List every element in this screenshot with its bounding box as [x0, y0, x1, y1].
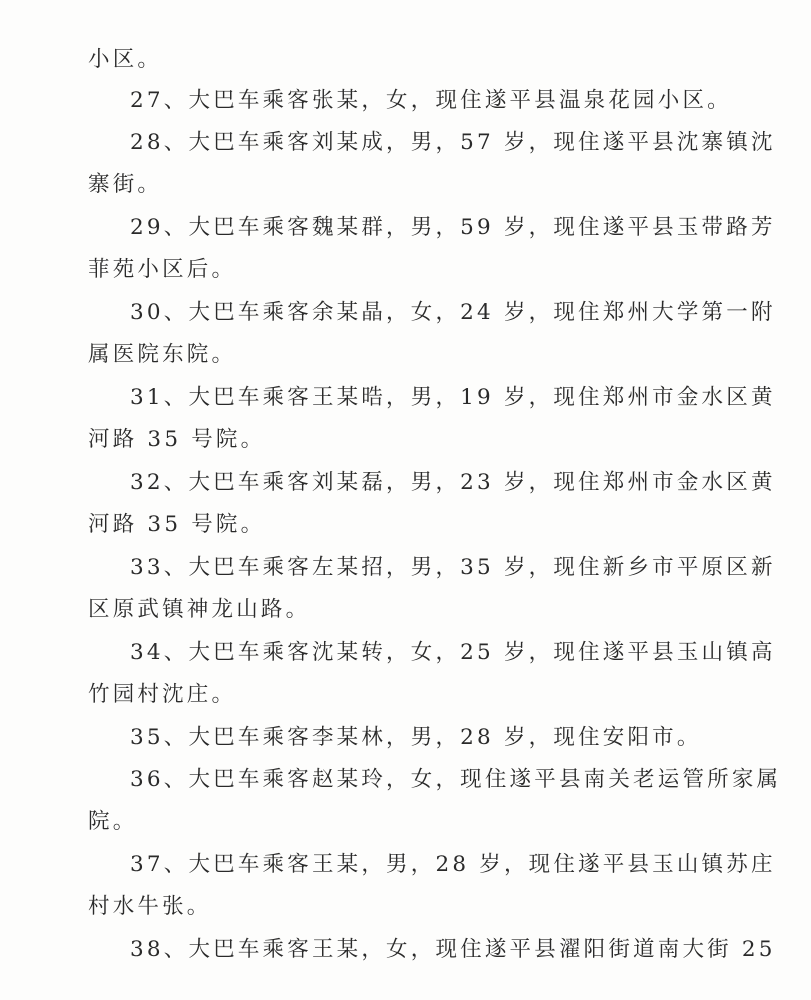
- list-item-35: 35、大巴车乘客李某林，男，28 岁，现住安阳市。: [130, 725, 702, 750]
- list-item-29: 29、大巴车乘客魏某群，男，59 岁，现住遂平县玉带路芳: [130, 215, 776, 240]
- text-line: 小区。: [88, 47, 163, 72]
- text-line: 院。: [88, 809, 138, 834]
- text-line: 区原武镇神龙山路。: [88, 597, 311, 622]
- text-line: 竹园村沈庄。: [88, 682, 237, 707]
- list-item-28: 28、大巴车乘客刘某成，男，57 岁，现住遂平县沈寨镇沈: [130, 130, 776, 155]
- list-item-38: 38、大巴车乘客王某，女，现住遂平县濯阳街道南大街 25: [130, 937, 776, 962]
- list-item-34: 34、大巴车乘客沈某转，女，25 岁，现住遂平县玉山镇高: [130, 640, 776, 665]
- list-item-31: 31、大巴车乘客王某晧，男，19 岁，现住郑州市金水区黄: [130, 385, 776, 410]
- text-line: 河路 35 号院。: [88, 512, 266, 537]
- list-item-33: 33、大巴车乘客左某招，男，35 岁，现住新乡市平原区新: [130, 555, 776, 580]
- text-line: 寨街。: [88, 172, 163, 197]
- list-item-30: 30、大巴车乘客余某晶，女，24 岁，现住郑州大学第一附: [130, 300, 776, 325]
- list-item-27: 27、大巴车乘客张某，女，现住遂平县温泉花园小区。: [130, 88, 732, 113]
- text-line: 河路 35 号院。: [88, 427, 266, 452]
- text-line: 村水牛张。: [88, 894, 212, 919]
- text-line: 属医院东院。: [88, 342, 237, 367]
- list-item-32: 32、大巴车乘客刘某磊，男，23 岁，现住郑州市金水区黄: [130, 470, 776, 495]
- text-line: 菲苑小区后。: [88, 257, 237, 282]
- list-item-36: 36、大巴车乘客赵某玲，女，现住遂平县南关老运管所家属: [130, 767, 782, 792]
- list-item-37: 37、大巴车乘客王某，男，28 岁，现住遂平县玉山镇苏庄: [130, 852, 776, 877]
